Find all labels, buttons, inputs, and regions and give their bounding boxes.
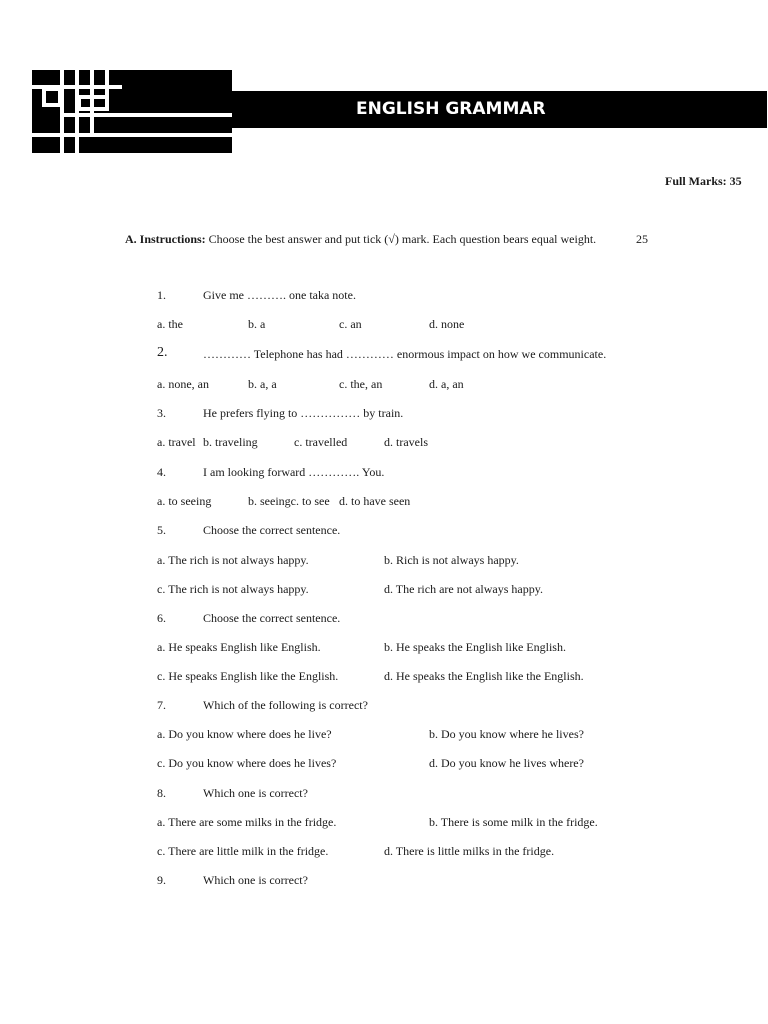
question-number: 9. xyxy=(157,873,166,887)
answer-option[interactable]: a. There are some milks in the fridge. xyxy=(157,815,337,829)
full-marks: Full Marks: 35 xyxy=(665,174,742,188)
question-text: ………… Telephone has had ………… enormous impact on how we communicate. xyxy=(203,347,607,361)
question-number: 6. xyxy=(157,611,166,625)
answer-option[interactable]: b. seeingc. to see xyxy=(248,494,330,508)
question-text: Choose the correct sentence. xyxy=(203,523,341,537)
answer-option[interactable]: b. a xyxy=(248,317,266,331)
answer-option[interactable]: b. Rich is not always happy. xyxy=(384,553,519,567)
question-number: 5. xyxy=(157,523,166,537)
question-number: 3. xyxy=(157,406,166,420)
question-number: 7. xyxy=(157,698,166,712)
answer-option[interactable]: a. to seeing xyxy=(157,494,212,508)
question-number: 4. xyxy=(157,465,166,479)
answer-option[interactable]: a. none, an xyxy=(157,377,209,391)
answer-option[interactable]: d. There is little milks in the fridge. xyxy=(384,844,555,858)
question-text: Give me ………. one taka note. xyxy=(203,288,356,302)
answer-option[interactable]: a. He speaks English like English. xyxy=(157,640,321,654)
instructions-label: A. Instructions: xyxy=(125,232,206,246)
answer-option[interactable]: c. travelled xyxy=(294,435,348,449)
header-logo xyxy=(29,67,235,156)
question-text: Which one is correct? xyxy=(203,873,308,887)
answer-option[interactable]: c. There are little milk in the fridge. xyxy=(157,844,329,858)
page-title: ENGLISH GRAMMAR xyxy=(356,99,546,119)
answer-option[interactable]: c. Do you know where does he lives? xyxy=(157,756,337,770)
answer-option[interactable]: b. He speaks the English like English. xyxy=(384,640,566,654)
question-number: 8. xyxy=(157,786,166,800)
question-number: 2. xyxy=(157,345,168,360)
answer-option[interactable]: c. an xyxy=(339,317,362,331)
answer-option[interactable]: d. The rich are not always happy. xyxy=(384,582,543,596)
answer-option[interactable]: a. The rich is not always happy. xyxy=(157,553,309,567)
answer-option[interactable]: b. traveling xyxy=(203,435,258,449)
instructions-text: Choose the best answer and put tick (√) mark. Each question bears equal weight. xyxy=(205,232,597,246)
answer-option[interactable]: c. the, an xyxy=(339,377,383,391)
question-number: 1. xyxy=(157,288,166,302)
answer-option[interactable]: d. He speaks the English like the English. xyxy=(384,669,584,683)
instructions-marks: 25 xyxy=(636,232,648,246)
title-bar xyxy=(232,91,767,128)
answer-option[interactable]: a. Do you know where does he live? xyxy=(157,727,332,741)
answer-option[interactable]: d. travels xyxy=(384,435,428,449)
question-text: He prefers flying to …………… by train. xyxy=(203,406,404,420)
question-text: Which one is correct? xyxy=(203,786,308,800)
answer-option[interactable]: c. The rich is not always happy. xyxy=(157,582,309,596)
question-text: Which of the following is correct? xyxy=(203,698,368,712)
answer-option[interactable]: d. none xyxy=(429,317,465,331)
answer-option[interactable]: b. a, a xyxy=(248,377,277,391)
answer-option[interactable]: c. He speaks English like the English. xyxy=(157,669,339,683)
answer-option[interactable]: d. Do you know he lives where? xyxy=(429,756,584,770)
question-text: I am looking forward …………. You. xyxy=(203,465,385,479)
answer-option[interactable]: b. There is some milk in the fridge. xyxy=(429,815,598,829)
instructions xyxy=(125,232,596,246)
answer-option[interactable]: d. a, an xyxy=(429,377,464,391)
answer-option[interactable]: b. Do you know where he lives? xyxy=(429,727,584,741)
answer-option[interactable]: a. travel xyxy=(157,435,196,449)
answer-option[interactable]: a. the xyxy=(157,317,183,331)
answer-option[interactable]: d. to have seen xyxy=(339,494,411,508)
question-text: Choose the correct sentence. xyxy=(203,611,341,625)
